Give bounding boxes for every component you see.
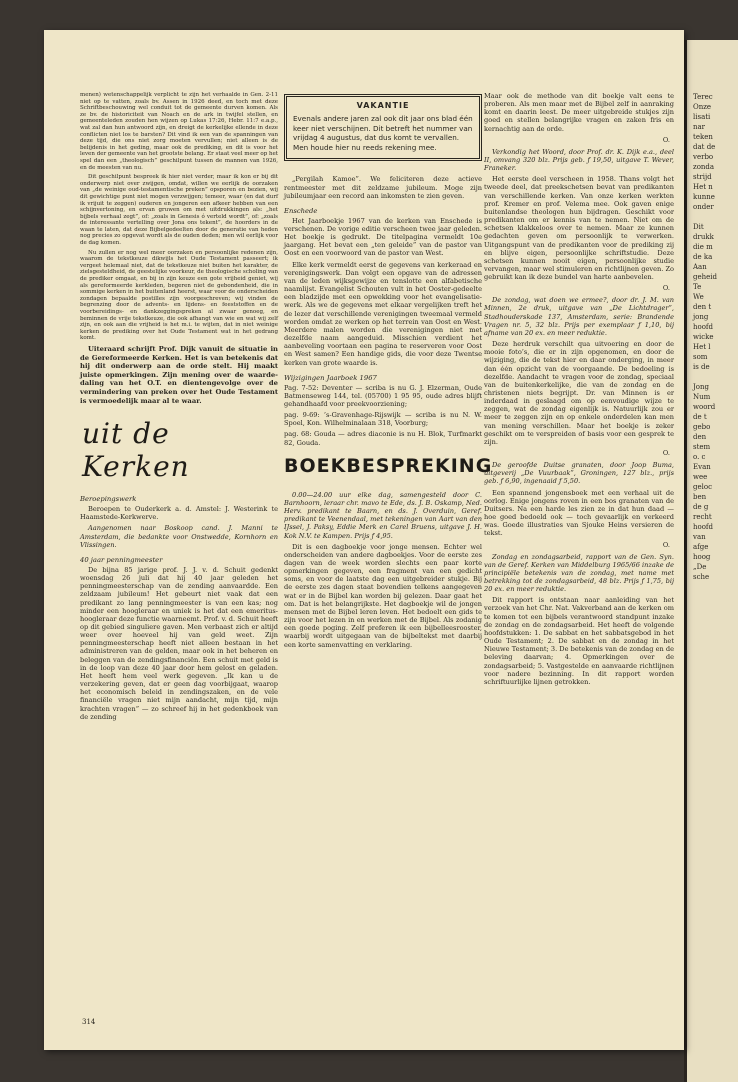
next-page-fragment: Te <box>693 283 702 291</box>
news-paragraph: Beroepen te Ouderkerk a. d. Amstel: J. Westerink te Haamstede-Kerkwerve. <box>80 505 278 522</box>
page-number: 314 <box>82 1018 96 1026</box>
subheading: Wijzigingen Jaarboek 1967 <box>284 373 377 382</box>
magazine-page <box>44 30 684 1050</box>
next-page-fragment: teken <box>693 133 713 141</box>
vakantie-notice-box <box>284 94 482 161</box>
review-paragraph: Het eerste deel verscheen in 1958. Thans volgt het tweede deel, dat preekschetsen bevat van predikanten van verschillende kerken. Van onze kerken werkten prof. Kremer en prof. Velema mee. Ook gaven enige buitenlandse theologen hun bijdragen. Geschikt voor predikanten om er kennis van te nemen. Niet om de schetsen klakkeloos over te nemen. Maar ze kunnen gedachten geven om persoonlijk te verwerken. Uitgangspunt van de predikanten voor de prediking zij en blijve eigen, persoonlijke schriftstudie. Deze schetsen kunnen nooit eigen, persoonlijke studie vervangen, maar wel stimuleren en richtlijnen geven. Zo gebruikt kan ik deze bundel van harte aanbevelen. <box>484 175 674 282</box>
news-paragraph: De bijna 85 jarige prof. J. J. v. d. Schuit gedenkt woensdag 26 juli dat hij 40 jaar geleden het penningmeesterschap van de zending aanvaardde. Een zeldzaam jubileum! Het gebeurt niet vaak dat een predikant zo lang penningmeester is van een kas; nog minder een hoogleraar en uniek is het dat een emeritus-hoogleraar deze functie waarneemt. Prof. v. d. Schuit heeft op dit gebied singuliere gaven. Men verbaast zich er altijd weer over hoeveel hij van geld weet. Zijn penningmeesterschap heeft niet alleen bestaan in het administreren van de gelden, maar ook in het beheren en beleggen van de zendingsfinanciën. Een schuit met geld is in de loop van deze 40 jaar door hem gelost en geladen. Het heeft hem veel werk gegeven. „Ik kan u de verzekering geven, dat er geen dag voorbijgaat, waarop het economisch beleid in zendingszaken, en de vele financiële vragen niet mijn aandacht, mijn tijd, mijn krachten vragen” — zo schreef hij in het gedenkboek van de zending <box>80 565 278 721</box>
next-page-fragment: ben <box>693 493 707 501</box>
notice-title: VAKANTIE <box>356 101 410 110</box>
next-page-fragment: onder <box>693 203 714 211</box>
next-page-fragment: hoog <box>693 553 711 561</box>
next-page-fragment: Evan <box>693 463 711 471</box>
column-3 <box>484 92 674 689</box>
review-paragraph: Deze herdruk verschilt qua uitvoering en door de mooie foto’s, die er in zijn opgenomen, en door de wijziging, die de tekst hier en daar onderging, in meer dan één opzicht van de voorgaande. De bedoeling is dezelfde. Aandacht te vragen voor de zondag, speciaal van de buitenkerkelijke, die van de zondag en de christenen niets begrijpt. Dr. van Minnen is er inderdaad in geslaagd om op eenvoudige wijze te zeggen, wat de zondag eigenlijk is. Natuurlijk zou er meer te zeggen zijn en op enkele onderdelen kan men van mening verschillen. Maar het boekje is zeker geschikt om te verspreiden of basis voor een gesprek te zijn. <box>484 340 674 446</box>
reviewer-initial: O. <box>662 135 670 144</box>
next-page-fragment: Jong <box>693 383 710 391</box>
next-page-fragment: sche <box>693 573 710 581</box>
news-paragraph: Aangenomen naar Boskoop cand. J. Manni te Amsterdam, die bedankte voor Onstwedde, Kornhorn en Vlissingen. <box>80 524 278 549</box>
next-page-fragment: Num <box>693 393 711 401</box>
next-page-fragment: die m <box>693 243 713 251</box>
next-page-fragment: wee <box>693 473 708 481</box>
next-page-fragment: den t <box>693 303 712 311</box>
next-page-fragment: recht <box>693 513 712 521</box>
next-page-fragment: jong <box>693 313 709 321</box>
next-page-fragment: kunne <box>693 193 715 201</box>
reviewer-initial: O. <box>662 449 670 458</box>
news-paragraph: Het Jaarboekje 1967 van de kerken van Enschede is verschenen. De vorige editie verscheen twee jaar geleden. Het boekje is gedrukt. De titelpagina vermeldt 10e jaargang. Het bevat een „ten geleide” van de pastor van Oost en een voorwoord van de pastor van West. <box>284 216 482 258</box>
next-page-fragment: stem <box>693 443 711 451</box>
book-citation: 0.00—24.00 uur elke dag, samengesteld door C. Barnhoorn, leraar chr. mavo te Ede, ds. J. B. Oskamp, Ned. Herv. predikant te Baarn, en ds. J. Overduin, Geref. predikant te Veenendaal, met tekeningen van Aart van den IJssel, J. Paksy, Eddie Merk en Carel Bruens, uitgave J. H. Kok N.V. te Kampen. Prijs ƒ 4,95. <box>284 490 482 540</box>
next-page-fragment: Onze <box>693 103 712 111</box>
next-page-edge <box>684 40 738 1082</box>
book-citation: De zondag, wat doen we ermee?, door dr. J. M. van Minnen, 2e druk, uitgave van „De Lichtdrager”, Stadhouderskade 137, Amsterdam, serie: Brandende Vragen nr. 5, 32 blz. Prijs per exemplaar ƒ 1,10, bij afname van 20 ex. en meer reduktie. <box>484 296 674 337</box>
next-page-fragment: dat de <box>693 143 716 151</box>
editorial-comment: Uiteraard schrijft Prof. Dijk vanuit de situatie in de Gereformeerde Kerken. Het is van betekenis dat hij dit onderwerp aan de orde stelt. Hij maakt juiste opmerkingen. Zijn mening over de waarde-daling van het O.T. en dientengevolge over de vermindering van preken over het Oude Testament is vermoedelijk maar al te waar. <box>80 344 278 405</box>
article-paragraph: menen) wetenschappelijk verplicht te zijn het verhaalde in Gen. 2-11 niet op te vatten, zoals bv. Assen in 1926 deed, en toch met deze Schriftbeschouwing wel conduit tot de gemeente durven komen. Als ze bv. de historiciteit van Noach en de ark in twijfel stellen, en gemeenteleden zouden hen wijzen op Lukas 17:26, Hebr. 11:7 e.a.p., wat zal dan hun antwoord zijn, en dreigt de kerkelijke ellende in deze conflicten niet los te barsten? Dit vind ik een van de spanningen van deze tijd, die ons niet zorg moeten vervullen; niet alleen is de belijdenis in het geding, maar ook de prediking, en dit is voor het leven der gemeente van het grootste belang. Er staat veel meer op het spel dan een „theologisch” geschilpunt tussen de mannen van 1926, en de meesten van nu. <box>80 92 278 171</box>
next-page-fragment <box>687 372 738 382</box>
next-page-fragment: gebo <box>693 423 711 431</box>
book-citation: De geroofde Duitse granaten, door Joop Buma, uitgeverij „De Vuurbaak”, Groningen, 127 blz., prijs geb. ƒ 6,90, ingenaaid ƒ 5,50. <box>484 461 674 486</box>
section-heading-boekbespreking: BOEKBESPREKING <box>284 454 493 477</box>
next-page-fragment <box>687 212 738 222</box>
next-page-fragment: woord <box>693 403 716 411</box>
next-page-fragment: Het n <box>693 183 713 191</box>
next-page-fragment: „De <box>693 563 707 571</box>
reviewer-initial: O. <box>662 540 670 549</box>
book-citation: Zondag en zondagsarbeid, rapport van de Gen. Syn. van de Geref. Kerken van Middelburg 1965/66 inzake de principiële betekenis van de zondag, met name met betrekking tot de zondagsarbeid, 48 blz. Prijs ƒ 1,75, bij 20 ex. en meer reduktie. <box>484 552 674 594</box>
article-paragraph: Nu zullen er nog wel meer oorzaken en persoonlijke redenen zijn, waarom de tekstkeuze dikwijls het Oude Testament passeert; ik vergeet helemaal niet, dat de tekstkeuze niet buiten het karakter, de zielsgesteldheid, de geestelijke voorkeur, de theologische scholing van de prediker omgaat, en bij in zijn keuze een gote vrijheid geniet, wij als gereformeerde kerkleden, begeren niet de gebondenheid, die in sommige kerken in het buitenland heerst, waar voor de onderscheiden zondagen bepaalde postilles zijn voorgeschreven; wij vinden de begrenzing door de advents- en lijdens- en feeststoffen en de voorbereidings- en dankzeggingspreken al zwaar genoeg, en beminnen de vrije tekstkeuze, die ook afhangt van wie en wat wij zelf zijn, en ook aan die vrijheid is het m.i. te wijten, dat in niet weinige kerken de prediking over het Oude Testament wat in het gedrang komt. <box>80 249 278 342</box>
next-page-fragment: som <box>693 353 708 361</box>
next-page-fragment: de t <box>693 413 707 421</box>
next-page-fragment: Terec <box>693 93 713 101</box>
next-page-fragment: strijd <box>693 173 712 181</box>
next-page-fragment: den <box>693 433 707 441</box>
news-paragraph: „Pergilah Kamoe”. We feliciteren deze actieve rentmeester met dit zeldzame jubileum. Moge zijn jubileumjaar een record aan inkomsten te zien geven. <box>284 175 482 200</box>
next-page-fragment: hoofd <box>693 323 714 331</box>
news-paragraph: pag. 9-69: ’s-Gravenhage-Rijswijk — scriba is nu N. W. Spoel, Kon. Wilhelminalaan 318, Voorburg; <box>284 411 482 428</box>
column-2 <box>284 92 493 652</box>
next-page-fragment: o. c <box>693 453 706 461</box>
next-page-fragment: lisati <box>693 113 711 121</box>
next-page-fragment: We <box>693 293 704 301</box>
next-page-fragment: nar <box>693 123 706 131</box>
news-paragraph: Elke kerk vermeldt eerst de gegevens van kerkeraad en verenigingswerk. Dan volgt een opgave van de adressen van de leden wijksgewijze en tenslotte een alfabetische naamlijst. Evangelist Schouten vult in het Ooster-gedeelte een bladzijde met een opwekking voor het evangelisatie-werk. Als we de gegevens met elkaar vergelijken treft het de lezer dat verschillende verenigingen tweemaal vermeld worden omdat ze werken op het terrein van Oost en West. Meerdere malen worden die verenigingen niet met dezelfde naam aangeduid. Misschien verdient het aanbeveling voortaan een pagina te reserveren voor Oost en West samen? Een handige gids, die voor deze Twentse kerken van grote waarde is. <box>284 260 482 367</box>
subheading: Beroepingswerk <box>80 495 137 504</box>
next-page-fragment: geloc <box>693 483 712 491</box>
review-paragraph: Dit rapport is ontstaan naar aanleiding van het verzoek van het Chr. Nat. Vakverband aan de kerken om te komen tot een bijbels verantwoord standpunt inzake de zondag en de zondagsarbeid. Het heeft de volgende hoofdstukken: 1. De sabbat en het sabbatsgebod in het Oude Testament; 2. De sabbat en de zondag in het Nieuwe Testament; 3. De betekenis van de zondag en de beleving daarvan; 4. Opmerkingen over de zondagsarbeid; 5. Vastgestelde en aanvaarde richtlijnen voor nadere bezinning. In dit rapport worden schriftuurlijke lijnen getrokken. <box>484 596 674 686</box>
review-paragraph: Een spannend jongensboek met een verhaal uit de oorlog. Enige jongens roven in een bos granaten van de Duitsers. Na een harde les zien ze in dat hun daad — hoe goed bedoeld ook — toch gevaarlijk en verkeerd was. Goede illustraties van Sjouke Heins versieren de tekst. <box>484 488 674 538</box>
notice-text: Evenals andere jaren zal ook dit jaar ons blad één keer niet verschijnen. Dit betreft het nummer van vrijdag 4 augustus, dat dus komt te vervallen. Men houde hier nu reeds rekening mee. <box>293 114 473 152</box>
article-paragraph: Dit geschilpunt bespreek ik hier niet verder, maar ik kon er bij dit onderwerp niet over zwijgen, omdat, willen we eerlijk de oorzaken van „de weinige oud-testamentische preken” opsporen en bezien, wij dit gewichtige punt niet mogen verzwijgen; temeer, waar (en dat durf ik vrijuit te zeggen) ouderen en jongeren een afkeer hebben van een schijnvertoning, en ervan gruwen om met uitdrukkingen als: „het bijbels verhaal zegt”, of: „zoals in Genesis ó verteld wordt”, of: „zoals de interessante vertelling over Jona ons tekent”, de hoorders in de waan te laten, dat deze Bijbelgedeelten door de generatie van heden nog precies zo opgevat wordt als de ouden deden; men wil eerlijk voor de dag komen. <box>80 174 278 247</box>
news-paragraph: pag. 68: Gouda — adres diaconie is nu H. Blok, Turfmarkt 82, Gouda. <box>284 430 482 447</box>
next-page-fragment: de ka <box>693 253 713 261</box>
news-paragraph: Pag. 7-52: Deventer — scriba is nu G. J. Elzerman, Oude Batmenseweg 144, tel. (05700) 1 95 95, oude adres blijft gehandhaafd voor preekvoorziening; <box>284 383 482 408</box>
next-page-fragment: zonda <box>693 163 715 171</box>
subheading: 40 jaar penningmeester <box>80 555 163 564</box>
next-page-fragment: van <box>693 533 706 541</box>
next-page-fragment: de g <box>693 503 709 511</box>
next-page-fragment: is de <box>693 363 710 371</box>
section-banner-uit-de-kerken: uit de Kerken <box>82 417 190 484</box>
next-page-fragment: afge <box>693 543 709 551</box>
review-paragraph: Dit is een dagboekje voor jonge mensen. Echter wel onderscheiden van andere dagboekjes. Voor de eerste zes dagen van de week worden slechts een paar korte opmerkingen gegeven, een fragment van een gedicht soms, en voor de laatste dag een uitgebreider stukje. Bij de eerste zes dagen staat bovendien telkens aangegeven wat er in de Bijbel kan worden bij gelezen. Daar gaat het om. Dat is het belangrijkste. Het dagboekje wil de jongen mensen met de Bijbel leren leven. Het bedoelt een gids te zijn voor het lezen in en werken met de Bijbel. Als zodanig een goede poging. Zelf preferen ik een bijbelleesrooster, waarbij wordt uitgegaan van de bijbeltekst met daarbij een korte samenvatting en verklaring. <box>284 542 482 649</box>
next-page-fragment: geheid <box>693 273 717 281</box>
column-1 <box>80 92 278 724</box>
book-citation: Verkondig het Woord, door Prof. dr. K. Dijk e.a., deel II, omvang 320 blz. Prijs geb. ƒ 19,50, uitgave T. Wever, Franeker. <box>484 147 674 173</box>
next-page-fragment: drukk <box>693 233 714 241</box>
next-page-fragment: Aan <box>693 263 707 271</box>
reviewer-initial: O. <box>662 284 670 293</box>
next-page-fragment: verbo <box>693 153 714 161</box>
subheading: Enschede <box>284 206 318 215</box>
next-page-fragment: Het l <box>693 343 711 351</box>
review-paragraph: Maar ook de methode van dit boekje valt eens te proberen. Als men maar met de Bijbel zelf in aanraking komt en daarin leest. De meer uitgebreide stukjes zijn goed en stellen belangrijke vragen en zaken fris en kernachtig aan de orde. <box>484 92 674 133</box>
next-page-fragment: hoofd <box>693 523 714 531</box>
next-page-fragment: wicke <box>693 333 714 341</box>
next-page-fragment: Dit <box>693 223 704 231</box>
